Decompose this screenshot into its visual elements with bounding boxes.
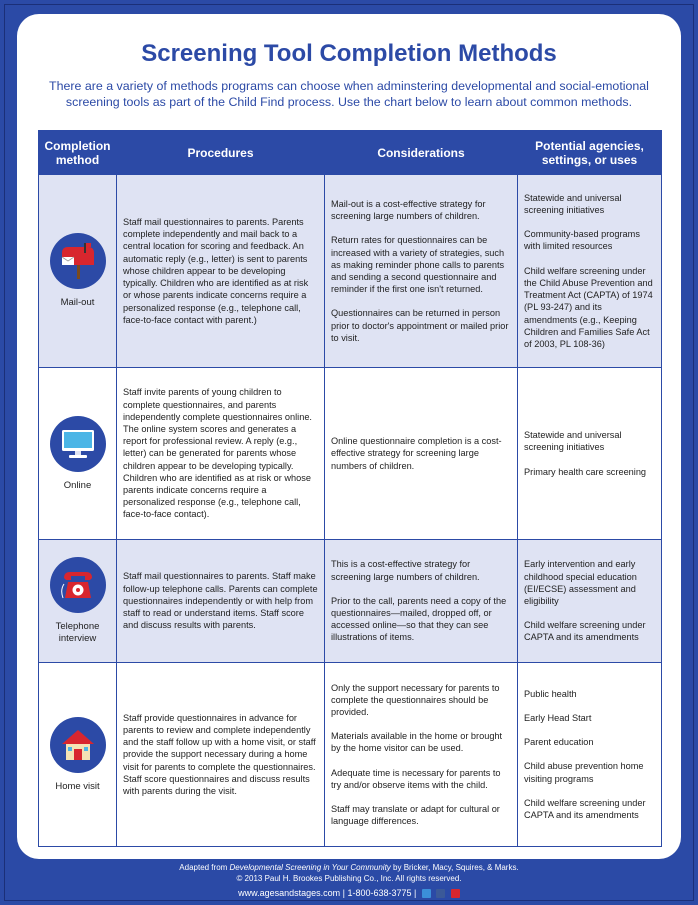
header-procedures: Procedures — [117, 131, 325, 175]
footer-source-title: Developmental Screening in Your Community — [229, 863, 391, 872]
facebook-icon[interactable] — [436, 889, 445, 898]
method-label: Mail-out — [60, 297, 95, 308]
footer-attribution — [0, 862, 698, 873]
agency-item: Child welfare screening under the Child Abuse Prevention and Treatment Act (CAPTA) of 1974 (PL 93-247) and its amendments (e.g., Keeping Children and Families Safe Act of 2003, PL 108-36) — [524, 265, 653, 349]
method-cell — [39, 368, 117, 540]
consideration-item: Mail-out is a cost-effective strategy for screening large numbers of children. — [331, 198, 486, 222]
considerations-cell — [325, 663, 518, 847]
procedures-cell — [117, 368, 325, 540]
house-icon — [50, 717, 106, 773]
footer — [0, 862, 698, 899]
header-considerations: Considerations — [325, 131, 518, 175]
telephone-icon — [50, 557, 106, 613]
method-cell — [39, 175, 117, 368]
agency-item: Child abuse prevention home visiting programs — [524, 761, 644, 784]
consideration-item: Prior to the call, parents need a copy of the questionnaires—mailed, dropped off, or accessed online—so that they can see illustrations of items. — [331, 595, 507, 643]
procedures-text: Staff provide questionnaires in advance for parents to review and complete independently and the staff follow up with a home visit, or staff provide the support necessary during a home visit for parents to complete the questionnaires. Staff score questionnaires and discuss results with parents during the visit. — [123, 712, 316, 796]
agency-item: Community-based programs with limited resources — [524, 229, 640, 252]
methods-table — [38, 130, 662, 847]
consideration-item: Questionnaires can be returned in person prior to doctor's appointment or mailed prior to visit. — [331, 308, 509, 343]
agency-item: Primary health care screening — [524, 466, 647, 477]
procedures-text: Staff invite parents of young children to complete questionnaires, and parents independently complete questionnaires online. The online system scores and generates a report for professional review. A reply (e.g., letter) can be generated for parents whose children appear to be developing typically. Children who are identified as at risk or whose parents indicate concerns require a personalized response (e.g., telephone call, face-to-face contact). — [123, 387, 312, 520]
method-cell — [39, 663, 117, 847]
agencies-cell — [518, 663, 662, 847]
agencies-cell — [518, 175, 662, 368]
consideration-item: Online questionnaire completion is a cost-effective strategy for screening large numbers of children. — [331, 436, 502, 471]
footer-authors: by Bricker, Macy, Squires, & Marks. — [390, 863, 519, 872]
method-label: Home visit — [55, 780, 100, 792]
procedures-text: Staff mail questionnaires to parents. Parents complete independently and mail back to a central location for scoring and feedback. An automatic reply (e.g., letter) is sent to parents whose children appear to be developing typically. Children who are identified as at risk or whose parents indicate concerns require a personalized response (e.g., telephone call, face-to-face contact with parent.) — [123, 217, 309, 325]
consideration-item: Return rates for questionnaires can be increased with a variety of strategies, such as making reminder phone calls to parents and sending a second questionnaire and reminder if the first one isn't returned. — [331, 235, 505, 295]
method-cell — [39, 540, 117, 663]
header-agencies: Potential agencies, settings, or uses — [518, 131, 662, 175]
agency-item: Statewide and universal screening initiatives — [524, 430, 622, 453]
agency-item: Early Head Start — [524, 712, 592, 723]
agencies-cell — [518, 540, 662, 663]
header-method: Completion method — [39, 131, 117, 175]
method-label: Online — [63, 479, 92, 491]
footer-adapted-prefix: Adapted from — [179, 863, 230, 872]
considerations-cell — [325, 540, 518, 663]
method-label: Telephone interview — [55, 621, 100, 644]
page-title: Screening Tool Completion Methods — [141, 40, 557, 67]
intro-text: There are a variety of methods programs can choose when adminstering developmental and social-emotional screening tools as part of the Child Find process. Use the chart below to learn about common methods. — [49, 79, 649, 109]
procedures-cell — [117, 175, 325, 368]
computer-icon — [50, 416, 106, 472]
table-row-mail-out — [39, 175, 662, 368]
agency-item: Child welfare screening under CAPTA and its amendments — [524, 620, 646, 643]
procedures-cell — [117, 540, 325, 663]
twitter-icon[interactable] — [422, 889, 431, 898]
agencies-cell — [518, 368, 662, 540]
agency-item: Statewide and universal screening initiatives — [524, 192, 622, 216]
footer-contact-line — [0, 888, 698, 899]
agency-item: Public health — [524, 688, 577, 699]
procedures-cell — [117, 663, 325, 847]
youtube-icon[interactable] — [451, 889, 460, 898]
agency-item: Child welfare screening under CAPTA and its amendments — [524, 797, 646, 820]
consideration-item: Staff may translate or adapt for cultural or language differences. — [331, 804, 500, 827]
consideration-item: Adequate time is necessary for parents to try and/or observe items with the child. — [331, 767, 501, 790]
table-row-online — [39, 368, 662, 540]
table-header-row — [39, 131, 662, 175]
footer-copyright: © 2013 Paul H. Brookes Publishing Co., Inc. All rights reserved. — [236, 874, 462, 883]
considerations-cell — [325, 175, 518, 368]
consideration-item: Materials available in the home or brought by the home visitor can be used. — [331, 731, 503, 754]
consideration-item: This is a cost-effective strategy for screening large numbers of children. — [331, 559, 480, 582]
agency-item: Parent education — [524, 737, 594, 748]
table-row-telephone — [39, 540, 662, 663]
agency-item: Early intervention and early childhood special education (EI/ECSE) assessment and eligibility — [524, 559, 637, 606]
content-card — [17, 14, 681, 859]
table-row-home-visit — [39, 663, 662, 847]
mailbox-icon — [50, 233, 106, 289]
procedures-text: Staff mail questionnaires to parents. Staff make follow-up telephone calls. Parents can complete questionnaires independently or with help from staff to read or understand items. Staff score and discuss results with parents. — [123, 571, 318, 631]
considerations-cell — [325, 368, 518, 540]
footer-contact[interactable]: www.agesandstages.com | 1-800-638-3775 | — [238, 888, 417, 898]
consideration-item: Only the support necessary for parents to complete the questionnaires should be provided. — [331, 682, 500, 717]
